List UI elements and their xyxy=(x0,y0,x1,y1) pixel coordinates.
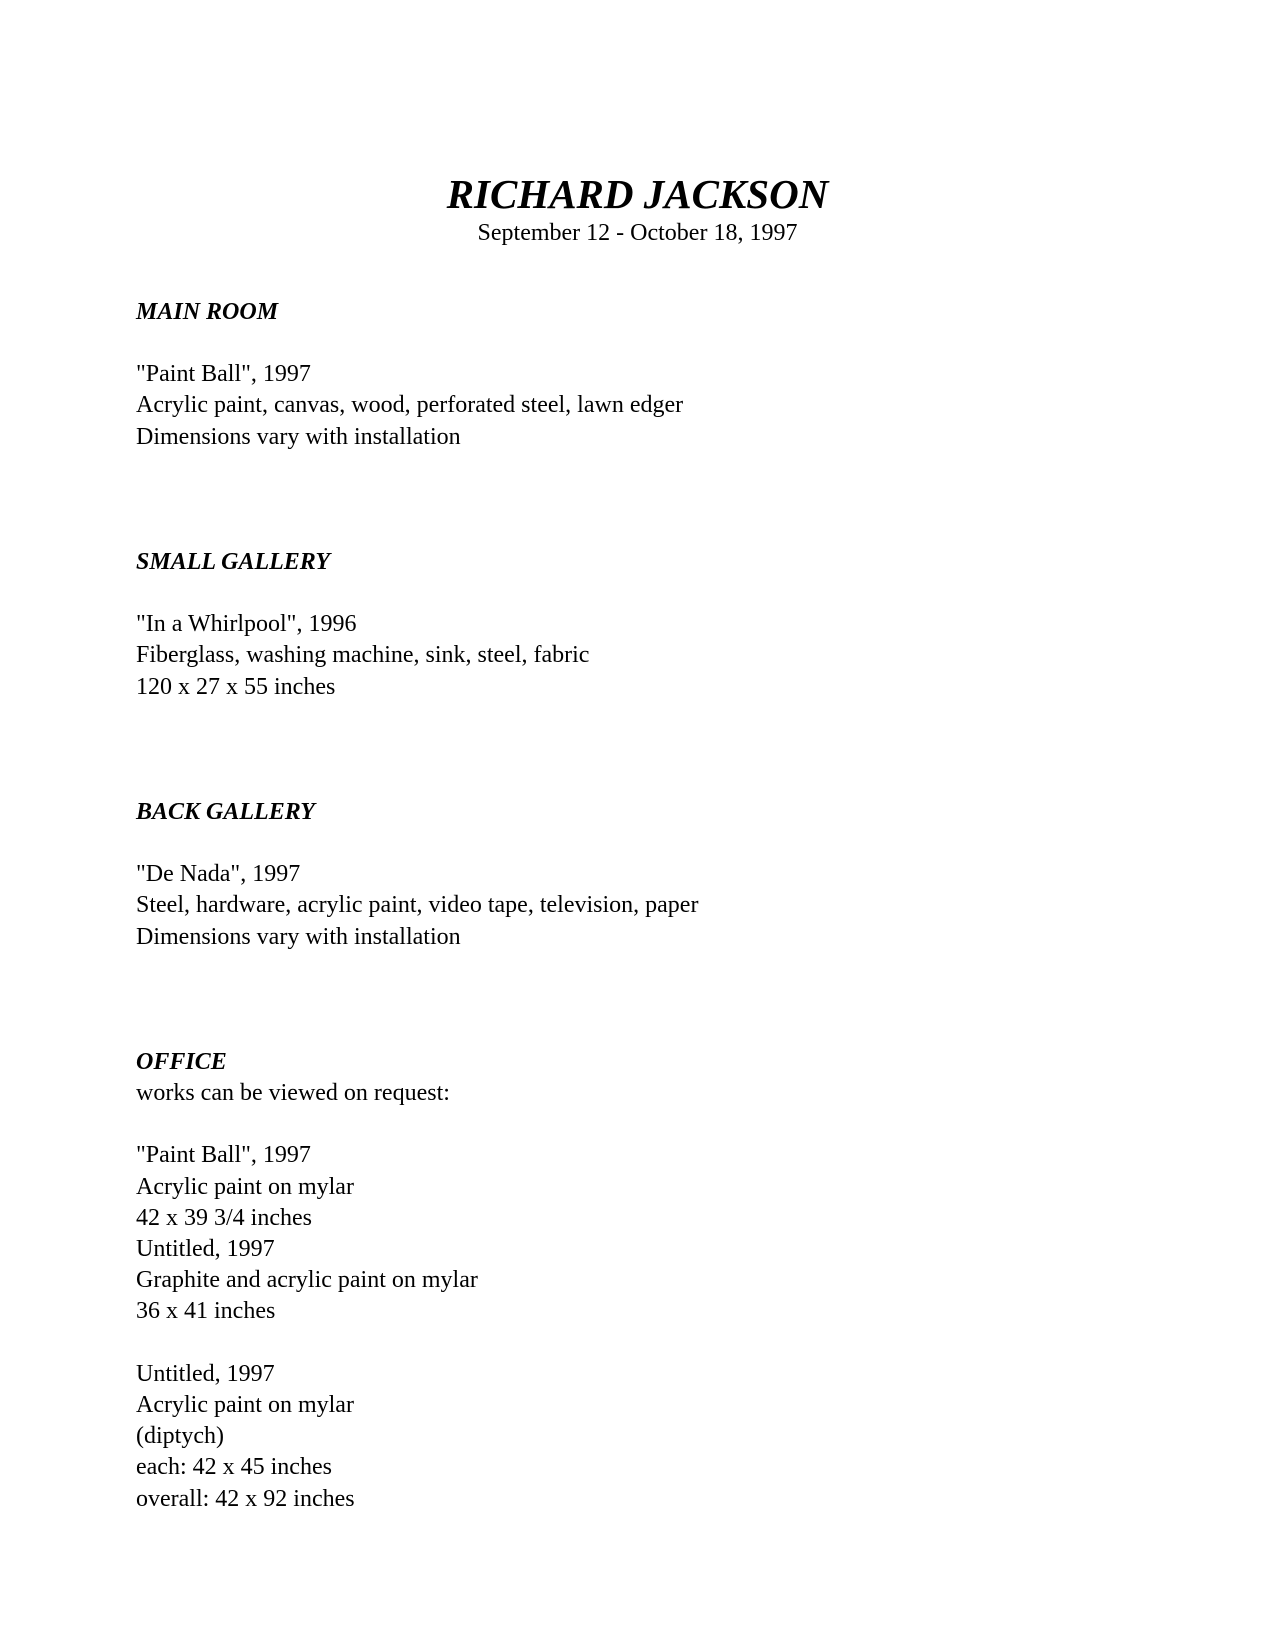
exhibition-dates: September 12 - October 18, 1997 xyxy=(477,220,798,246)
section-small-gallery xyxy=(136,547,1136,703)
artwork-materials: Fiberglass, washing machine, sink, steel, fabric xyxy=(136,642,590,669)
section-office xyxy=(136,1047,1136,1515)
section-heading: OFFICE xyxy=(136,1049,227,1075)
artwork-dimensions: Dimensions vary with installation xyxy=(136,923,461,950)
section-heading: MAIN ROOM xyxy=(136,299,279,325)
artwork-dimensions-overall: overall: 42 x 92 inches xyxy=(136,1485,355,1512)
artwork-materials: Graphite and acrylic paint on mylar xyxy=(136,1267,478,1294)
artwork-dimensions-each: each: 42 x 45 inches xyxy=(136,1454,332,1481)
artwork-dimensions: 120 x 27 x 55 inches xyxy=(136,673,336,700)
artwork-entry xyxy=(136,1359,1136,1515)
artwork-title: "Paint Ball", 1997 xyxy=(136,361,311,388)
document-header xyxy=(0,170,1275,248)
artwork-title: "Paint Ball", 1997 xyxy=(136,1142,311,1169)
section-heading: BACK GALLERY xyxy=(136,799,315,825)
artwork-title: "In a Whirlpool", 1996 xyxy=(136,611,357,638)
section-heading: SMALL GALLERY xyxy=(136,549,331,575)
artwork-materials: Acrylic paint on mylar xyxy=(136,1392,354,1418)
artwork-materials: Steel, hardware, acrylic paint, video tape, television, paper xyxy=(136,892,699,919)
section-back-gallery xyxy=(136,797,1136,953)
artwork-dimensions: 36 x 41 inches xyxy=(136,1298,276,1325)
artwork-entry xyxy=(136,609,1136,703)
artwork-dimensions: 42 x 39 3/4 inches xyxy=(136,1204,312,1231)
artwork-entry xyxy=(136,1234,1136,1328)
artwork-materials: Acrylic paint, canvas, wood, perforated steel, lawn edger xyxy=(136,392,684,419)
artwork-format: (diptych) xyxy=(136,1423,224,1450)
section-note: works can be viewed on request: xyxy=(136,1080,450,1106)
artwork-entry xyxy=(136,859,1136,953)
artwork-title: Untitled, 1997 xyxy=(136,1360,275,1387)
artwork-entry xyxy=(136,359,1136,453)
artwork-title: Untitled, 1997 xyxy=(136,1236,275,1262)
artwork-materials: Acrylic paint on mylar xyxy=(136,1173,354,1200)
artwork-title: "De Nada", 1997 xyxy=(136,861,301,888)
section-main-room xyxy=(136,297,1136,453)
artwork-dimensions: Dimensions vary with installation xyxy=(136,423,461,450)
artist-name-title: RICHARD JACKSON xyxy=(446,171,829,217)
artwork-entry xyxy=(136,1140,1136,1234)
